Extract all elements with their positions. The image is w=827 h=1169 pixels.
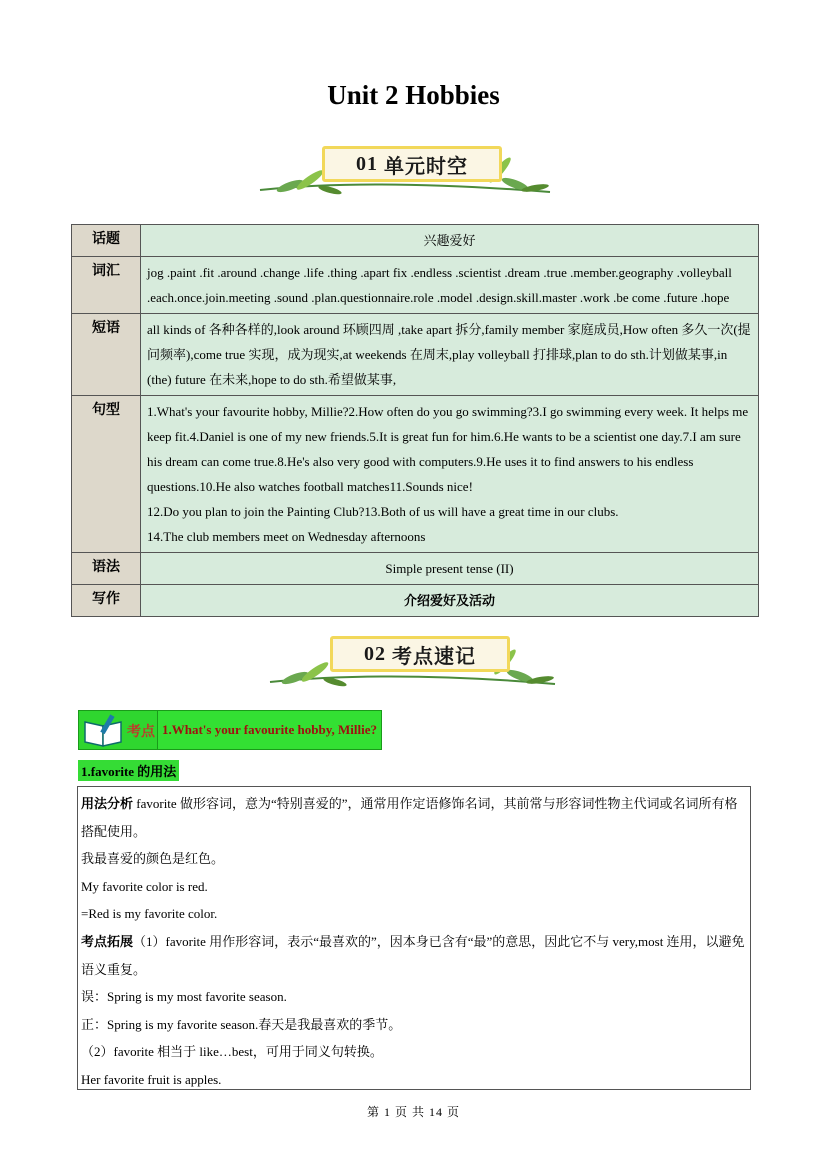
row-content bbox=[141, 396, 759, 553]
page-title: Unit 2 Hobbies bbox=[327, 80, 500, 110]
expand-paragraph: 考点拓展（1）favorite 用作形容词，表示“最喜欢的”，因本身已含有“最”的意思，因此它不与 very,most 连用，以避免语义重复。 bbox=[81, 933, 745, 977]
usage-subheading: 1.favorite 的用法 bbox=[78, 760, 179, 781]
row-content: all kinds of 各种各样的,look around 环顾四周 ,take apart 拆分,family member 家庭成员,How often 多久一次(提问频率),come true 实现，成为现实,at weekends 在周末,play volleyball 打排球,plan to do sth.计划做某事,in (the) future 在未来,hope to do sth.希望做某事, bbox=[141, 314, 759, 396]
row-head: 话题 bbox=[72, 225, 141, 257]
open-book-pencil-icon bbox=[81, 712, 129, 750]
row-head: 词汇 bbox=[72, 257, 141, 314]
example-line: Her favorite fruit is apples. bbox=[81, 1071, 222, 1087]
expand-label: 考点拓展 bbox=[81, 933, 134, 949]
section-label: 01 单元时空 bbox=[322, 146, 502, 182]
kaodian-tag: 考点 bbox=[127, 724, 155, 740]
row-head: 写作 bbox=[72, 585, 141, 617]
analysis-label: 用法分析 bbox=[81, 796, 134, 811]
example-line: 我最喜爱的颜色是红色。 bbox=[81, 851, 225, 867]
table-row bbox=[72, 225, 759, 257]
kaodian-icon-box bbox=[78, 710, 158, 750]
row-head: 语法 bbox=[72, 553, 141, 585]
unit-overview-table bbox=[71, 224, 759, 617]
table-row bbox=[72, 257, 759, 314]
kaodian-title: 1.What's your favourite hobby, Millie? bbox=[158, 710, 382, 750]
table-row bbox=[72, 553, 759, 585]
sentence-block: 14.The club members meet on Wednesday afternoons bbox=[147, 529, 426, 544]
table-row bbox=[72, 585, 759, 617]
row-head: 句型 bbox=[72, 396, 141, 553]
sentence-block: 1.What's your favourite hobby, Millie?2.How often do you go swimming?3.I go swimming every week. It helps me keep fit.4.Daniel is one of my new friends.5.It is great fun for him.6.He wants to be a scientist one day.7.I am sure his dream can come true.8.He's also very good with computers.9.He uses it to find answers to his endless questions.10.He also watches football matches11.Sounds nice! bbox=[147, 404, 749, 494]
sentence-block: 12.Do you plan to join the Painting Club?13.Both of us will have a great time in our clubs. bbox=[147, 504, 619, 519]
point-line: （2）favorite 相当于 like…best，可用于同义句转换。 bbox=[81, 1044, 383, 1060]
usage-box bbox=[77, 786, 751, 1090]
row-head: 短语 bbox=[72, 314, 141, 396]
analysis-paragraph: 用法分析 favorite 做形容词，意为“特别喜爱的”，通常用作定语修饰名词，其前常与形容词性物主代词或名词所有格搭配使用。 bbox=[81, 796, 738, 839]
section-banner-1 bbox=[250, 140, 570, 202]
row-content: jog .paint .fit .around .change .life .thing .apart fix .endless .scientist .dream .true .member.geography .volleyball .each.once.join.meeting .sound .plan.questionnaire.role .model .design.skill.master .work .be come .future .hope bbox=[141, 257, 759, 314]
section-banner-2 bbox=[250, 630, 570, 692]
page-footer: 第 1 页 共 14 页 bbox=[366, 1105, 460, 1119]
table-row bbox=[72, 314, 759, 396]
example-line: =Red is my favorite color. bbox=[81, 906, 218, 922]
table-row bbox=[72, 396, 759, 553]
row-content: 兴趣爱好 bbox=[141, 225, 759, 257]
row-content: Simple present tense (II) bbox=[141, 553, 759, 585]
kaodian-header bbox=[78, 710, 382, 750]
example-line: 误：Spring is my most favorite season. bbox=[81, 989, 287, 1005]
section-label: 02 考点速记 bbox=[330, 636, 510, 672]
example-line: My favorite color is red. bbox=[81, 878, 208, 894]
row-content: 介绍爱好及活动 bbox=[141, 585, 759, 617]
example-line: 正：Spring is my favorite season.春天是我最喜欢的季节。 bbox=[81, 1016, 402, 1032]
